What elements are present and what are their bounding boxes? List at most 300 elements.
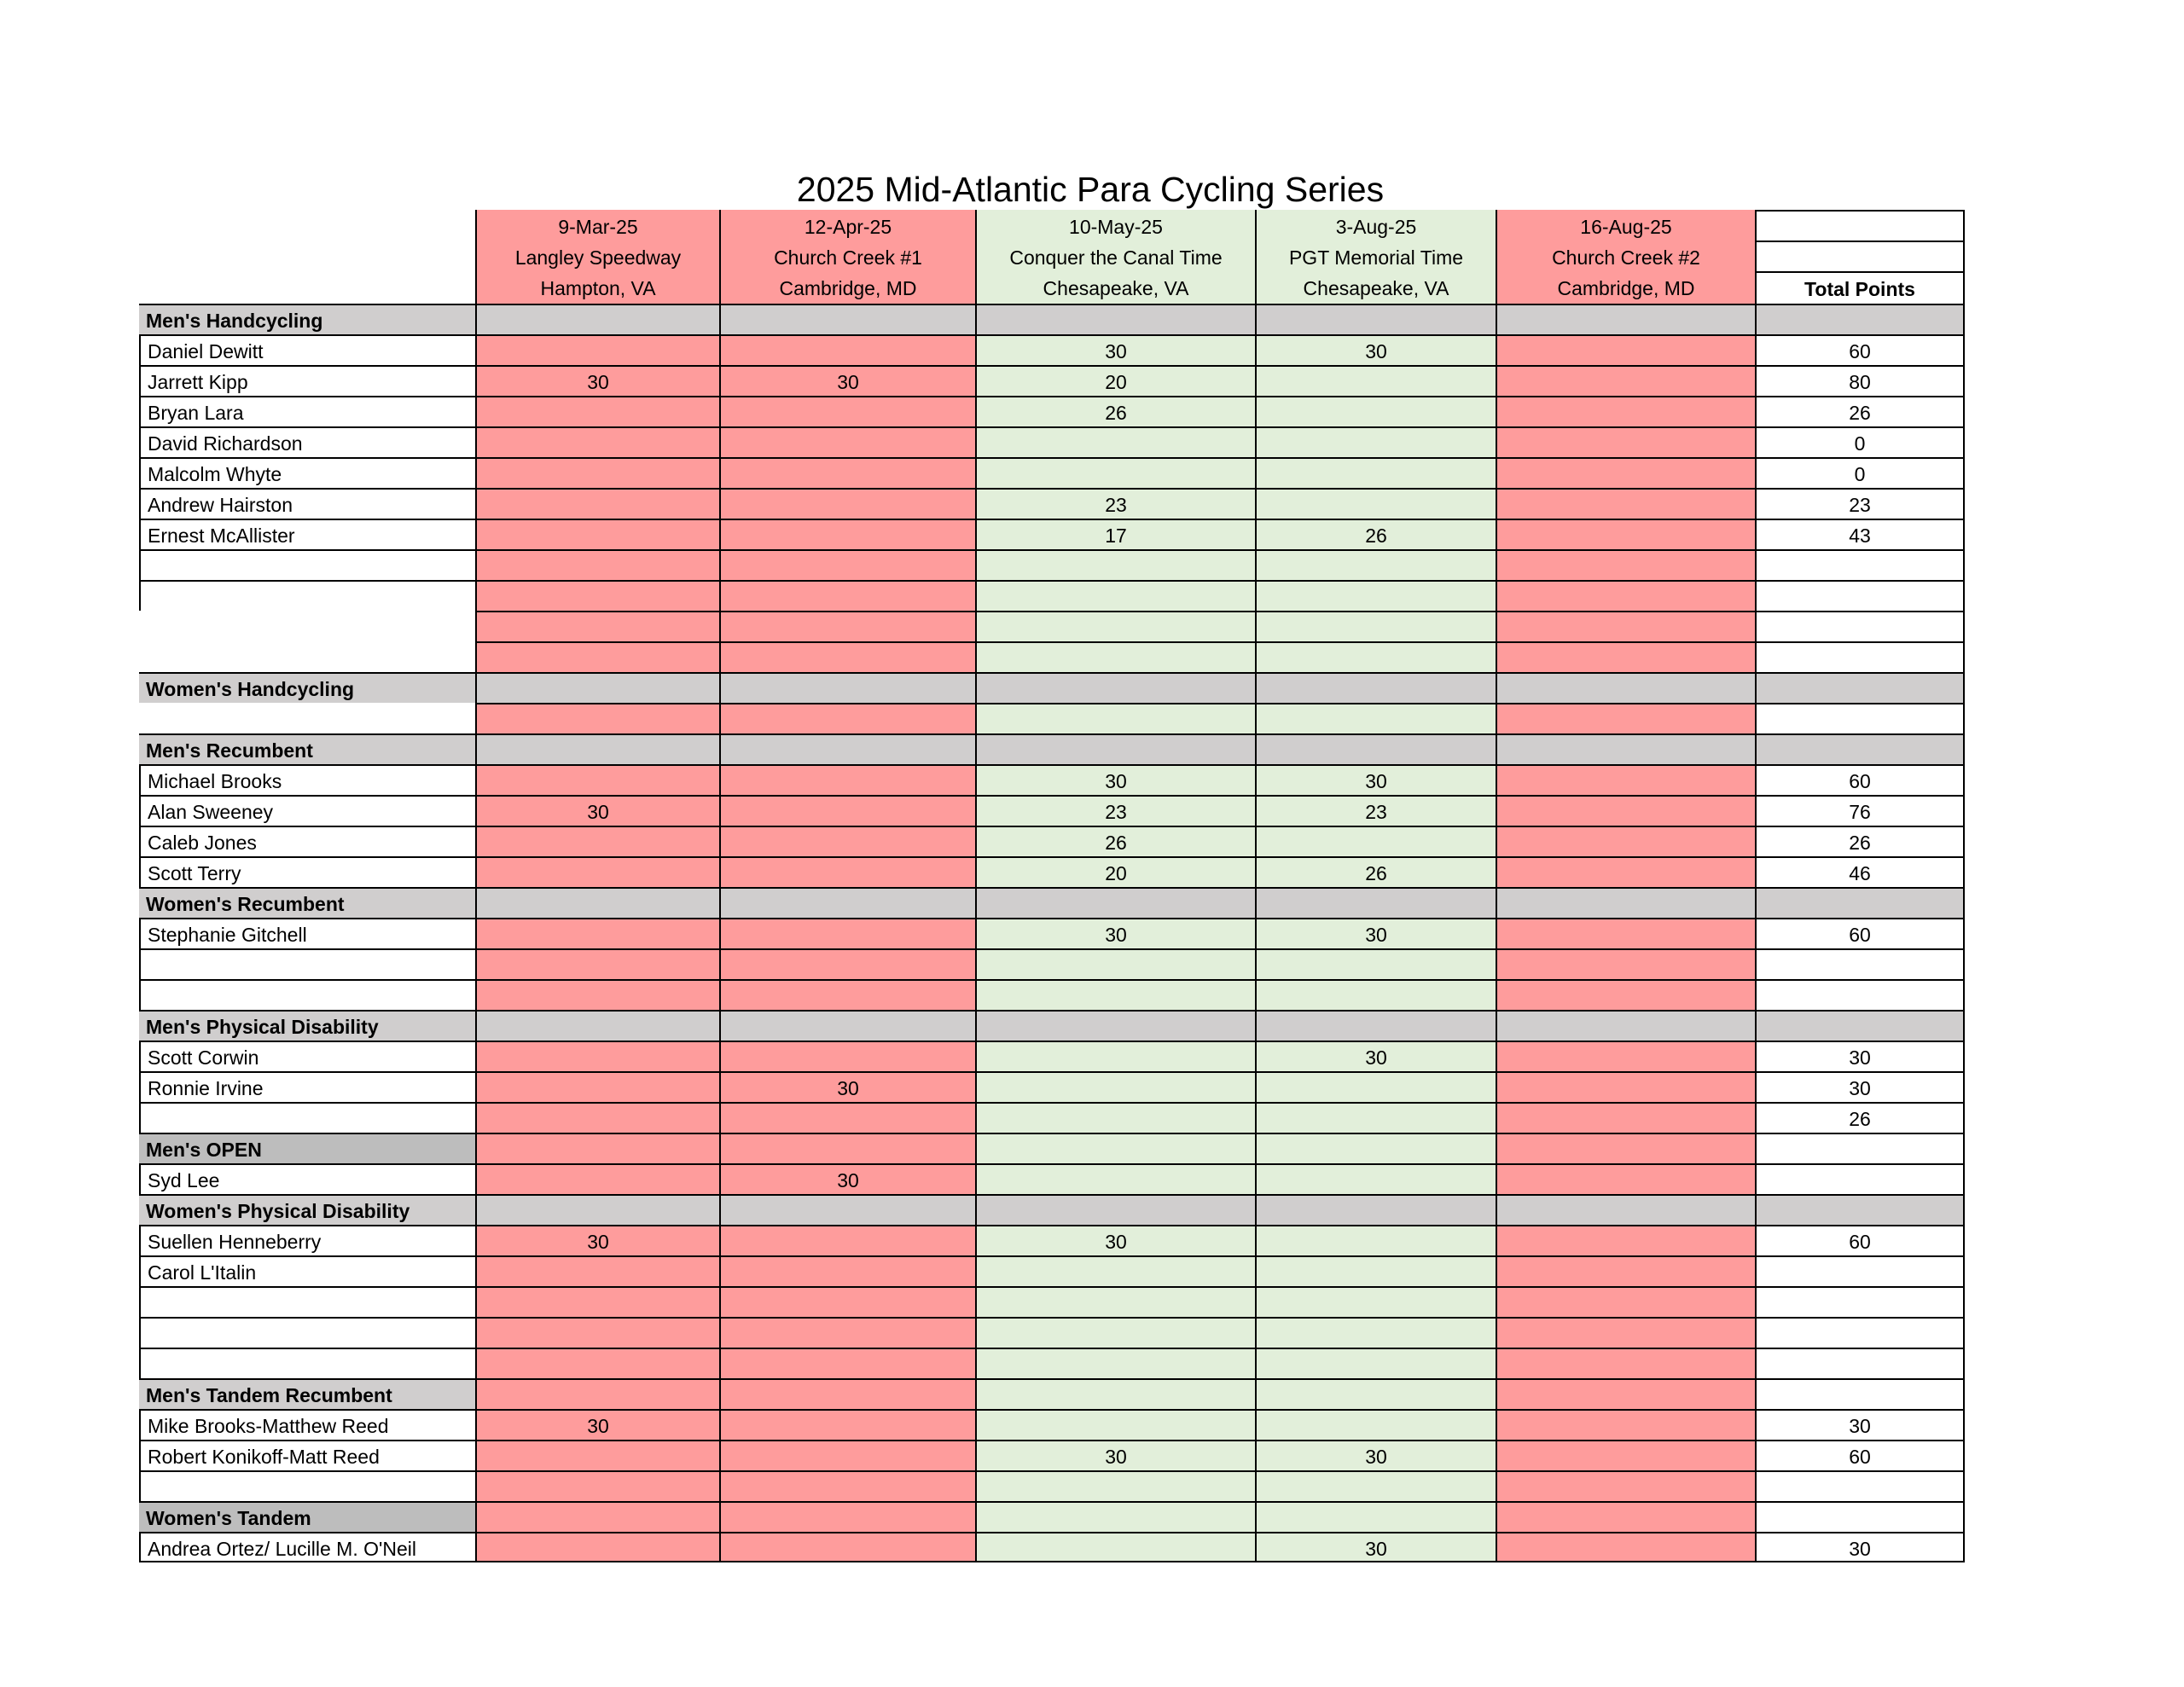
total-points-cell (1755, 611, 1965, 641)
event-header-4 (1255, 210, 1496, 304)
category-row (139, 1194, 1965, 1225)
category-label: Women's Handcycling (139, 672, 475, 703)
event-points-cell: 26 (975, 396, 1255, 426)
total-points-cell (1755, 549, 1965, 580)
event-points-cell (719, 1041, 975, 1071)
category-row (139, 887, 1965, 918)
event-date: 16-Aug-25 (1580, 216, 1672, 238)
rider-name: Syd Lee (139, 1163, 475, 1194)
event-points-cell (1496, 1440, 1755, 1470)
event-date: 10-May-25 (1069, 216, 1163, 238)
category-label: Men's Handcycling (139, 304, 475, 334)
event-points-cell (1255, 826, 1496, 856)
category-label: Women's Recumbent (139, 887, 475, 918)
event-points-cell (475, 426, 719, 457)
rider-row (139, 396, 1965, 426)
event-points-cell (1496, 1225, 1755, 1255)
event-points-cell (1255, 1348, 1496, 1378)
event-points-cell (719, 1102, 975, 1133)
event-points-cell: 30 (475, 1409, 719, 1440)
total-points-cell: 26 (1755, 1102, 1965, 1133)
category-event-cell (475, 672, 719, 703)
event-points-cell (1255, 1102, 1496, 1133)
category-event-cell (1255, 304, 1496, 334)
event-points-cell (1255, 1470, 1496, 1501)
event-points-cell: 30 (1255, 334, 1496, 365)
category-total-cell (1755, 672, 1965, 703)
event-points-cell (719, 918, 975, 948)
rider-name: Stephanie Gitchell (139, 918, 475, 948)
rider-row (139, 365, 1965, 396)
event-points-cell (719, 519, 975, 549)
event-points-cell: 23 (975, 488, 1255, 519)
event-points-cell (475, 488, 719, 519)
event-points-cell (975, 1317, 1255, 1348)
event-points-cell (719, 948, 975, 979)
category-event-cell (975, 1194, 1255, 1225)
event-points-cell (1496, 396, 1755, 426)
event-name: Church Creek #1 (774, 246, 922, 269)
event-location: Cambridge, MD (1557, 277, 1695, 299)
category-total-cell (1755, 1133, 1965, 1163)
rider-name: Jarrett Kipp (139, 365, 475, 396)
event-points-cell (1496, 1532, 1755, 1562)
rider-row (139, 918, 1965, 948)
category-total-cell (1755, 887, 1965, 918)
event-points-cell: 30 (719, 1071, 975, 1102)
category-total-cell (1755, 1378, 1965, 1409)
category-event-cell (475, 1133, 719, 1163)
event-points-cell (719, 457, 975, 488)
rider-row (139, 549, 1965, 580)
category-event-cell (1255, 1378, 1496, 1409)
event-points-cell (1255, 611, 1496, 641)
total-points-cell: 60 (1755, 334, 1965, 365)
event-points-cell (475, 979, 719, 1010)
category-label: Men's Recumbent (139, 733, 475, 764)
event-points-cell (719, 1440, 975, 1470)
rider-name (139, 948, 475, 979)
event-points-cell (1496, 426, 1755, 457)
total-points-cell (1755, 979, 1965, 1010)
rider-row (139, 1255, 1965, 1286)
rider-name: Mike Brooks-Matthew Reed (139, 1409, 475, 1440)
event-date: 3-Aug-25 (1335, 216, 1417, 238)
event-points-cell (975, 580, 1255, 611)
event-points-cell (1496, 519, 1755, 549)
category-event-cell (719, 1194, 975, 1225)
rider-row (139, 1102, 1965, 1133)
category-label: Women's Physical Disability (139, 1194, 475, 1225)
event-points-cell (975, 1470, 1255, 1501)
event-points-cell (975, 1286, 1255, 1317)
event-points-cell: 30 (1255, 1440, 1496, 1470)
total-points-cell: 60 (1755, 1440, 1965, 1470)
total-points-cell: 30 (1755, 1409, 1965, 1440)
event-name: PGT Memorial Time (1288, 246, 1464, 269)
sheet-title: 2025 Mid-Atlantic Para Cycling Series (796, 170, 1385, 209)
total-points-cell (1755, 1470, 1965, 1501)
event-points-cell (1255, 703, 1496, 733)
event-points-cell (975, 611, 1255, 641)
rider-row (139, 948, 1965, 979)
category-label: Men's OPEN (139, 1133, 475, 1163)
event-points-cell: 26 (1255, 856, 1496, 887)
event-points-cell (1496, 457, 1755, 488)
event-points-cell (475, 396, 719, 426)
rider-row (139, 1532, 1965, 1562)
category-event-cell (719, 304, 975, 334)
event-points-cell (975, 1163, 1255, 1194)
event-points-cell (475, 1286, 719, 1317)
event-points-cell (975, 1532, 1255, 1562)
category-event-cell (475, 733, 719, 764)
rider-name (139, 1348, 475, 1378)
event-points-cell (1255, 1163, 1496, 1194)
event-points-cell (475, 918, 719, 948)
event-points-cell (1496, 488, 1755, 519)
event-points-cell (475, 1348, 719, 1378)
event-points-cell (1496, 365, 1755, 396)
rider-name: Daniel Dewitt (139, 334, 475, 365)
event-header-2 (719, 210, 975, 304)
event-points-cell: 30 (719, 1163, 975, 1194)
event-header-5 (1496, 210, 1755, 304)
event-points-cell (975, 703, 1255, 733)
event-points-cell (1255, 426, 1496, 457)
event-points-cell (975, 979, 1255, 1010)
event-points-cell (975, 1102, 1255, 1133)
event-points-cell (475, 856, 719, 887)
event-points-cell (475, 703, 719, 733)
total-points-cell: 0 (1755, 457, 1965, 488)
category-event-cell (475, 1501, 719, 1532)
event-points-cell (719, 549, 975, 580)
event-points-cell (1255, 979, 1496, 1010)
category-event-cell (1496, 1501, 1755, 1532)
rider-name: Andrea Ortez/ Lucille M. O'Neil (139, 1532, 475, 1562)
rider-row (139, 641, 1965, 672)
event-points-cell (1496, 1286, 1755, 1317)
rider-name (139, 1317, 475, 1348)
event-points-cell: 20 (975, 856, 1255, 887)
event-points-cell (475, 1163, 719, 1194)
event-points-cell (975, 549, 1255, 580)
category-event-cell (719, 1010, 975, 1041)
event-name: Conquer the Canal Time (1009, 246, 1223, 269)
event-points-cell (1255, 948, 1496, 979)
total-points-cell (1755, 948, 1965, 979)
event-points-cell (719, 641, 975, 672)
event-points-cell (1496, 1041, 1755, 1071)
event-points-cell: 30 (975, 334, 1255, 365)
event-points-cell (719, 979, 975, 1010)
category-total-cell (1755, 1194, 1965, 1225)
rider-name (139, 703, 475, 733)
rider-row (139, 1470, 1965, 1501)
event-points-cell (1496, 1071, 1755, 1102)
event-points-cell (475, 1102, 719, 1133)
event-points-cell: 17 (975, 519, 1255, 549)
category-total-cell (1755, 1501, 1965, 1532)
event-points-cell (719, 703, 975, 733)
event-location: Chesapeake, VA (1043, 277, 1189, 299)
event-points-cell (1496, 641, 1755, 672)
category-event-cell (719, 733, 975, 764)
event-points-cell (475, 549, 719, 580)
event-points-cell (975, 1409, 1255, 1440)
total-points-cell: 30 (1755, 1071, 1965, 1102)
category-event-cell (975, 1010, 1255, 1041)
rider-name (139, 1102, 475, 1133)
category-event-cell (1255, 733, 1496, 764)
category-event-cell (1496, 1010, 1755, 1041)
event-points-cell (975, 641, 1255, 672)
rider-row (139, 611, 1965, 641)
total-points-cell: 60 (1755, 918, 1965, 948)
rider-row (139, 1286, 1965, 1317)
rider-row (139, 795, 1965, 826)
event-points-cell (1255, 1317, 1496, 1348)
category-event-cell (975, 1133, 1255, 1163)
category-row (139, 1378, 1965, 1409)
event-points-cell (1496, 826, 1755, 856)
event-points-cell (1255, 365, 1496, 396)
event-points-cell: 26 (975, 826, 1255, 856)
event-points-cell (1255, 488, 1496, 519)
category-event-cell (475, 1010, 719, 1041)
event-points-cell: 23 (1255, 795, 1496, 826)
event-name: Langley Speedway (514, 246, 682, 269)
category-event-cell (719, 1501, 975, 1532)
category-event-cell (1496, 887, 1755, 918)
total-points-cell: 43 (1755, 519, 1965, 549)
event-name: Church Creek #2 (1552, 246, 1700, 269)
event-points-cell (719, 1255, 975, 1286)
total-points-cell: 60 (1755, 764, 1965, 795)
event-points-cell: 30 (475, 365, 719, 396)
category-total-cell (1755, 1010, 1965, 1041)
event-points-cell (975, 1041, 1255, 1071)
category-total-cell (1755, 304, 1965, 334)
category-row (139, 1133, 1965, 1163)
total-points-cell (1755, 1163, 1965, 1194)
event-date: 9-Mar-25 (558, 216, 638, 238)
event-header-1 (475, 210, 719, 304)
category-event-cell (1255, 672, 1496, 703)
category-event-cell (1255, 1133, 1496, 1163)
event-points-cell (1496, 764, 1755, 795)
rider-name: Robert Konikoff-Matt Reed (139, 1440, 475, 1470)
rider-name: Scott Corwin (139, 1041, 475, 1071)
total-points-cell (1755, 1255, 1965, 1286)
category-row (139, 1010, 1965, 1041)
event-points-cell: 30 (975, 918, 1255, 948)
category-total-cell (1755, 733, 1965, 764)
total-points-cell: 30 (1755, 1041, 1965, 1071)
event-points-cell (475, 641, 719, 672)
rider-row (139, 703, 1965, 733)
event-points-cell (1496, 918, 1755, 948)
event-points-cell (475, 1071, 719, 1102)
event-points-cell (475, 826, 719, 856)
event-points-cell (719, 334, 975, 365)
category-event-cell (719, 1378, 975, 1409)
rider-name (139, 641, 475, 672)
rider-row (139, 1071, 1965, 1102)
rider-name: Ernest McAllister (139, 519, 475, 549)
category-event-cell (719, 887, 975, 918)
event-points-cell (475, 948, 719, 979)
category-event-cell (975, 1378, 1255, 1409)
event-points-cell: 30 (975, 1225, 1255, 1255)
event-points-cell (475, 580, 719, 611)
rider-row (139, 488, 1965, 519)
event-points-cell (719, 1286, 975, 1317)
total-points-cell: 26 (1755, 396, 1965, 426)
event-points-cell: 23 (975, 795, 1255, 826)
event-points-cell (1496, 703, 1755, 733)
rider-row (139, 1348, 1965, 1378)
category-event-cell (1496, 733, 1755, 764)
event-location: Chesapeake, VA (1303, 277, 1449, 299)
rider-row (139, 426, 1965, 457)
event-points-cell (719, 396, 975, 426)
event-date: 12-Apr-25 (804, 216, 892, 238)
event-location: Hampton, VA (540, 277, 656, 299)
category-event-cell (719, 672, 975, 703)
event-points-cell (975, 1071, 1255, 1102)
event-points-cell (719, 764, 975, 795)
rider-row (139, 1440, 1965, 1470)
event-points-cell (475, 1041, 719, 1071)
event-points-cell (1496, 549, 1755, 580)
rider-row (139, 856, 1965, 887)
rider-row (139, 764, 1965, 795)
event-points-cell (719, 1470, 975, 1501)
total-points-cell (1755, 641, 1965, 672)
category-event-cell (475, 304, 719, 334)
event-points-cell (1255, 641, 1496, 672)
category-row (139, 733, 1965, 764)
rider-row (139, 457, 1965, 488)
total-points-cell: 30 (1755, 1532, 1965, 1562)
total-points-cell: 26 (1755, 826, 1965, 856)
event-points-cell (719, 580, 975, 611)
event-points-cell (975, 1348, 1255, 1378)
event-points-cell (475, 1317, 719, 1348)
rider-name (139, 549, 475, 580)
event-points-cell: 30 (1255, 918, 1496, 948)
event-points-cell (719, 1348, 975, 1378)
total-points-cell: 60 (1755, 1225, 1965, 1255)
event-points-cell (975, 1255, 1255, 1286)
event-location: Cambridge, MD (779, 277, 917, 299)
event-points-cell (1496, 1317, 1755, 1348)
event-points-cell (1496, 948, 1755, 979)
total-points-cell: 80 (1755, 365, 1965, 396)
event-points-cell: 26 (1255, 519, 1496, 549)
event-points-cell (475, 1470, 719, 1501)
total-points-cell (1755, 703, 1965, 733)
event-points-cell (475, 764, 719, 795)
total-points-cell: 76 (1755, 795, 1965, 826)
total-points-cell (1755, 1317, 1965, 1348)
event-points-cell (1496, 979, 1755, 1010)
event-points-cell (975, 457, 1255, 488)
category-event-cell (1496, 672, 1755, 703)
event-points-cell (719, 426, 975, 457)
category-event-cell (975, 672, 1255, 703)
event-points-cell (1255, 580, 1496, 611)
category-label: Women's Tandem (139, 1501, 475, 1532)
event-points-cell (1496, 856, 1755, 887)
event-points-cell (1255, 1071, 1496, 1102)
category-label: Men's Physical Disability (139, 1010, 475, 1041)
category-event-cell (475, 1378, 719, 1409)
rider-name: Malcolm Whyte (139, 457, 475, 488)
event-points-cell (719, 488, 975, 519)
event-points-cell (1255, 1255, 1496, 1286)
rider-name: Scott Terry (139, 856, 475, 887)
category-label: Men's Tandem Recumbent (139, 1378, 475, 1409)
rider-name: Ronnie Irvine (139, 1071, 475, 1102)
category-event-cell (1255, 1010, 1496, 1041)
category-event-cell (1255, 887, 1496, 918)
rider-row (139, 979, 1965, 1010)
event-points-cell (475, 1255, 719, 1286)
category-event-cell (975, 304, 1255, 334)
event-points-cell (475, 1532, 719, 1562)
event-points-cell: 30 (1255, 764, 1496, 795)
category-event-cell (975, 733, 1255, 764)
category-event-cell (475, 1194, 719, 1225)
event-points-cell (719, 1225, 975, 1255)
category-event-cell (1496, 1194, 1755, 1225)
event-points-cell (1255, 457, 1496, 488)
rider-row (139, 519, 1965, 549)
rider-row (139, 1163, 1965, 1194)
total-points-cell: 23 (1755, 488, 1965, 519)
event-points-cell (1496, 334, 1755, 365)
event-points-cell: 20 (975, 365, 1255, 396)
rider-name: Suellen Henneberry (139, 1225, 475, 1255)
category-event-cell (975, 887, 1255, 918)
event-points-cell (1496, 611, 1755, 641)
event-points-cell (719, 856, 975, 887)
rider-row (139, 1041, 1965, 1071)
total-points-cell: 46 (1755, 856, 1965, 887)
category-event-cell (1496, 1378, 1755, 1409)
rider-name (139, 580, 475, 611)
rider-name (139, 979, 475, 1010)
total-points-header (1755, 210, 1965, 304)
rider-row (139, 580, 1965, 611)
event-header-3 (975, 210, 1255, 304)
event-points-cell (975, 426, 1255, 457)
total-points-cell: 0 (1755, 426, 1965, 457)
event-points-cell (719, 611, 975, 641)
rider-name: David Richardson (139, 426, 475, 457)
category-row (139, 672, 1965, 703)
rider-row (139, 826, 1965, 856)
rider-name: Michael Brooks (139, 764, 475, 795)
category-row (139, 1501, 1965, 1532)
event-points-cell: 30 (975, 764, 1255, 795)
rider-name: Andrew Hairston (139, 488, 475, 519)
event-points-cell (1255, 549, 1496, 580)
rider-name (139, 611, 475, 641)
